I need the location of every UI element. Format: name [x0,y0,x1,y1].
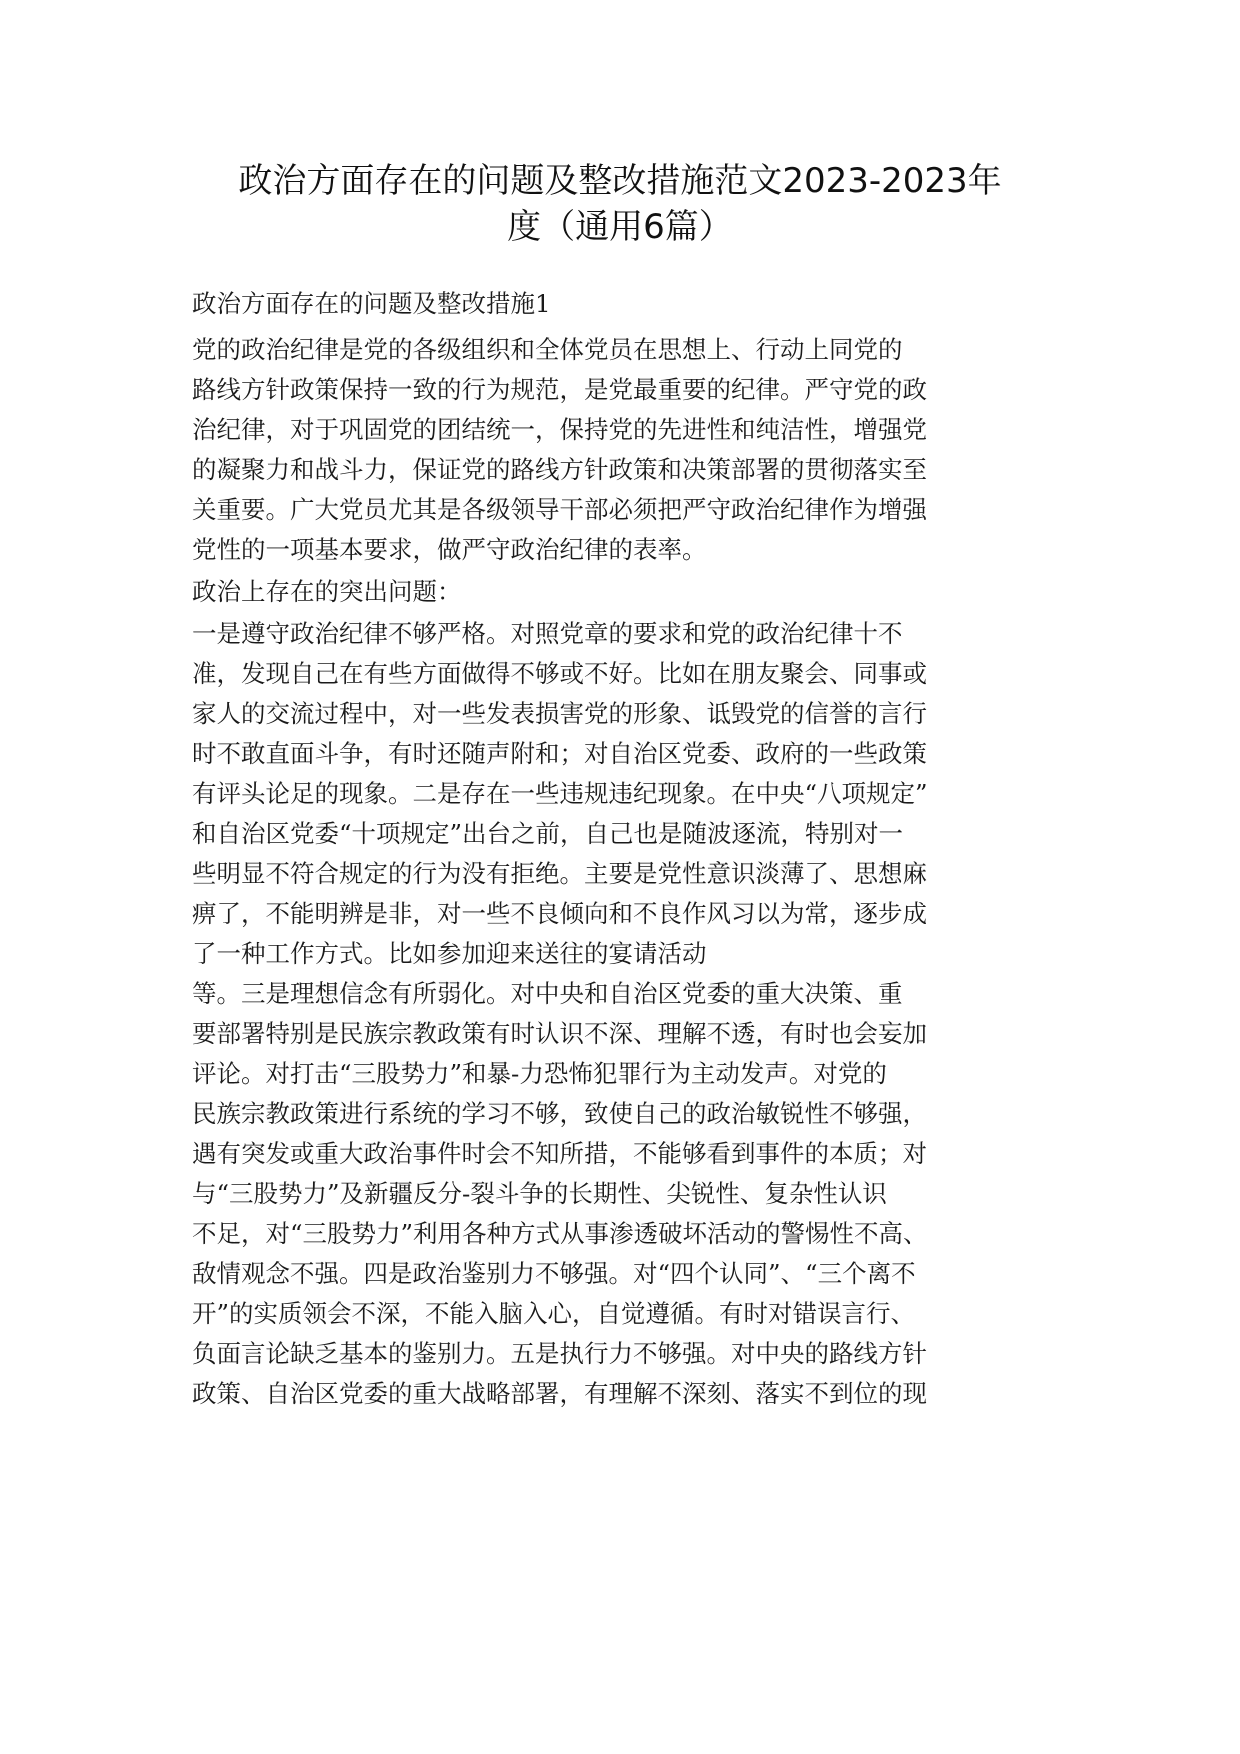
document-title [190,158,1050,250]
paragraph-line: 关重要。广大党员尤其是各级领导干部必须把严守政治纪律作为增强 [192,495,927,524]
title-line-1: 政治方面存在的问题及整改措施范文2023-2023年 [238,161,1002,201]
paragraph-line: 痹了，不能明辨是非，对一些不良倾向和不良作风习以为常，逐步成 [192,899,927,928]
paragraph-line: 有评头论足的现象。二是存在一些违规违纪现象。在中央“八项规定” [192,779,928,808]
paragraph-1 [192,330,1052,570]
paragraph-2 [192,572,1052,612]
paragraph-line: 了一种工作方式。比如参加迎来送往的宴请活动 [192,939,707,968]
paragraph-line: 评论。对打击“三股势力”和暴-力恐怖犯罪行为主动发声。对党的 [192,1059,887,1088]
paragraph-line: 民族宗教政策进行系统的学习不够，致使自己的政治敏锐性不够强， [192,1099,927,1128]
paragraph-line: 党的政治纪律是党的各级组织和全体党员在思想上、行动上同党的 [192,335,903,364]
paragraph-line: 准，发现自己在有些方面做得不够或不好。比如在朋友聚会、同事或 [192,659,927,688]
paragraph-line: 等。三是理想信念有所弱化。对中央和自治区党委的重大决策、重 [192,979,903,1008]
paragraph-line: 一是遵守政治纪律不够严格。对照党章的要求和党的政治纪律十不 [192,619,903,648]
paragraph-line: 路线方针政策保持一致的行为规范，是党最重要的纪律。严守党的政 [192,375,927,404]
paragraph-line: 些明显不符合规定的行为没有拒绝。主要是党性意识淡薄了、思想麻 [192,859,927,888]
paragraph-3 [192,614,1052,974]
paragraph-line: 遇有突发或重大政治事件时会不知所措，不能够看到事件的本质；对 [192,1139,927,1168]
title-line-2: 度（通用6篇） [507,207,733,247]
paragraph-line: 党性的一项基本要求，做严守政治纪律的表率。 [192,535,707,564]
paragraph-line: 家人的交流过程中，对一些发表损害党的形象、诋毁党的信誉的言行 [192,699,927,728]
paragraph-line: 政治上存在的突出问题： [192,577,462,606]
paragraph-line: 的凝聚力和战斗力，保证党的路线方针政策和决策部署的贯彻落实至 [192,455,927,484]
paragraph-line: 与“三股势力”及新疆反分-裂斗争的长期性、尖锐性、复杂性认识 [192,1179,887,1208]
paragraph-line: 政策、自治区党委的重大战略部署，有理解不深刻、落实不到位的现 [192,1379,927,1408]
paragraph-line: 时不敢直面斗争，有时还随声附和；对自治区党委、政府的一些政策 [192,739,927,768]
paragraph-line: 开”的实质领会不深，不能入脑入心，自觉遵循。有时对错误言行、 [192,1299,916,1328]
paragraph-line: 治纪律，对于巩固党的团结统一，保持党的先进性和纯洁性，增强党 [192,415,927,444]
paragraph-line: 和自治区党委“十项规定”出台之前，自己也是随波逐流，特别对一 [192,819,904,848]
paragraph-line: 要部署特别是民族宗教政策有时认识不深、理解不透，有时也会妄加 [192,1019,927,1048]
section-heading: 政治方面存在的问题及整改措施1 [192,289,551,318]
paragraph-4 [192,974,1052,1414]
paragraph-line: 不足，对“三股势力”利用各种方式从事渗透破坏活动的警惕性不高、 [192,1219,928,1248]
paragraph-line: 负面言论缺乏基本的鉴别力。五是执行力不够强。对中央的路线方针 [192,1339,927,1368]
paragraph-line: 敌情观念不强。四是政治鉴别力不够强。对“四个认同”、“三个离不 [192,1259,916,1288]
